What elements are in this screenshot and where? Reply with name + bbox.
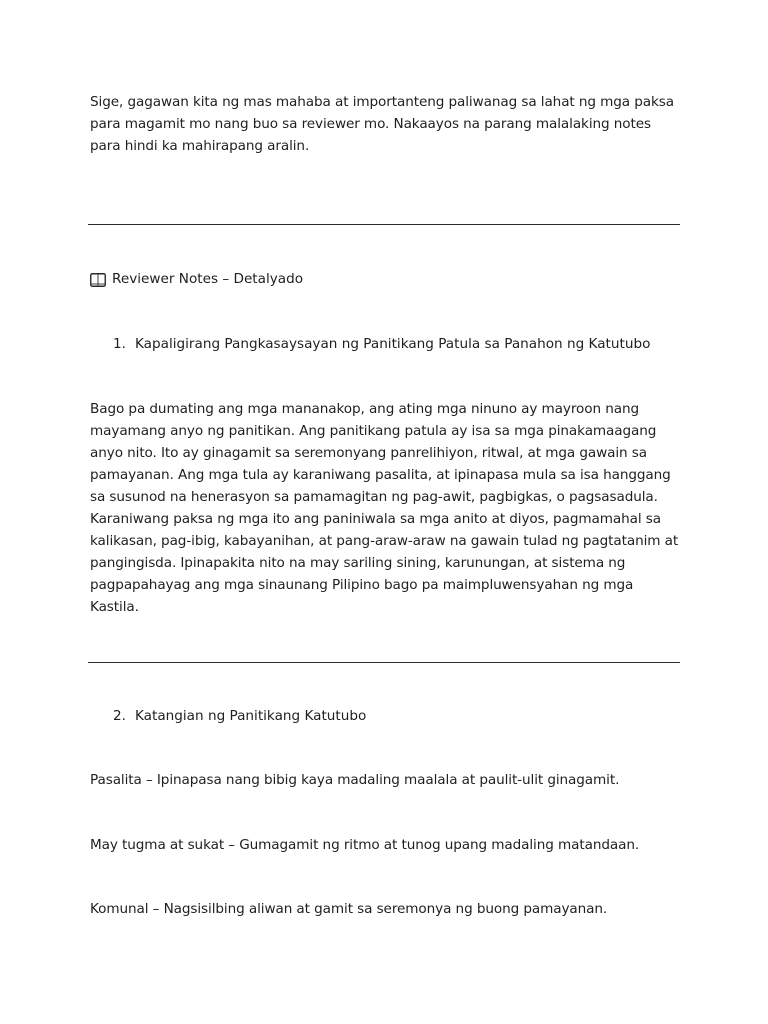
section-1-body: Bago pa dumating ang mga mananakop, ang ating mga ninuno ay mayroon nang mayamang anyo ng panitikan. Ang panitikang patula ay isa sa mga pinakamaagang anyo nito. Ito ay ginagamit sa seremonyang panrelihiyon, ritwal, at mga gawain sa pamayanan. Ang mga tula ay karaniwang pasalita, at ipinapasa mula sa isa hanggang sa susunod na henerasyon sa pamamagitan ng pag-awit, pagbigkas, o pagsasadula. Karaniwang paksa ng mga ito ang paniniwala sa mga anito at diyos, pagmamahal sa kalikasan, pag-ibig, kabayanihan, at pang-araw-araw na gawain tulad ng pagtatanim at pangingisda. Ipinapakita nito na may sariling sining, karunungan, at sistema ng pagpapahayag ang mga sinaunang Pilipino bago pa maimpluwensyahan ng mga Kastila. xyxy=(90,401,679,615)
book-icon xyxy=(90,272,106,286)
section-2-number: 2. xyxy=(113,708,126,724)
horizontal-divider xyxy=(88,662,680,663)
list-item: Komunal – Nagsisilbing aliwan at gamit sa seremonya ng buong pamayanan. xyxy=(90,901,608,917)
section-1-title: Kapaligirang Pangkasaysayan ng Panitikang Patula sa Panahon ng Katutubo xyxy=(135,336,651,352)
list-item: May tugma at sukat – Gumagamit ng ritmo at tunog upang madaling matandaan. xyxy=(90,837,640,853)
section-1-heading xyxy=(113,333,650,355)
intro-paragraph: Sige, gagawan kita ng mas mahaba at importanteng paliwanag sa lahat ng mga paksa para magamit mo nang buo sa reviewer mo. Nakaayos na parang malalaking notes para hindi ka mahirapang aralin. xyxy=(90,94,675,154)
notes-heading-label: Reviewer Notes – Detalyado xyxy=(112,271,304,287)
section-1-number: 1. xyxy=(113,336,126,352)
section-2-heading xyxy=(113,705,366,727)
section-2-title: Katangian ng Panitikang Katutubo xyxy=(135,708,367,724)
list-item: Pasalita – Ipinapasa nang bibig kaya madaling maalala at paulit-ulit ginagamit. xyxy=(90,772,620,788)
notes-heading xyxy=(90,268,303,290)
horizontal-divider xyxy=(88,224,680,225)
